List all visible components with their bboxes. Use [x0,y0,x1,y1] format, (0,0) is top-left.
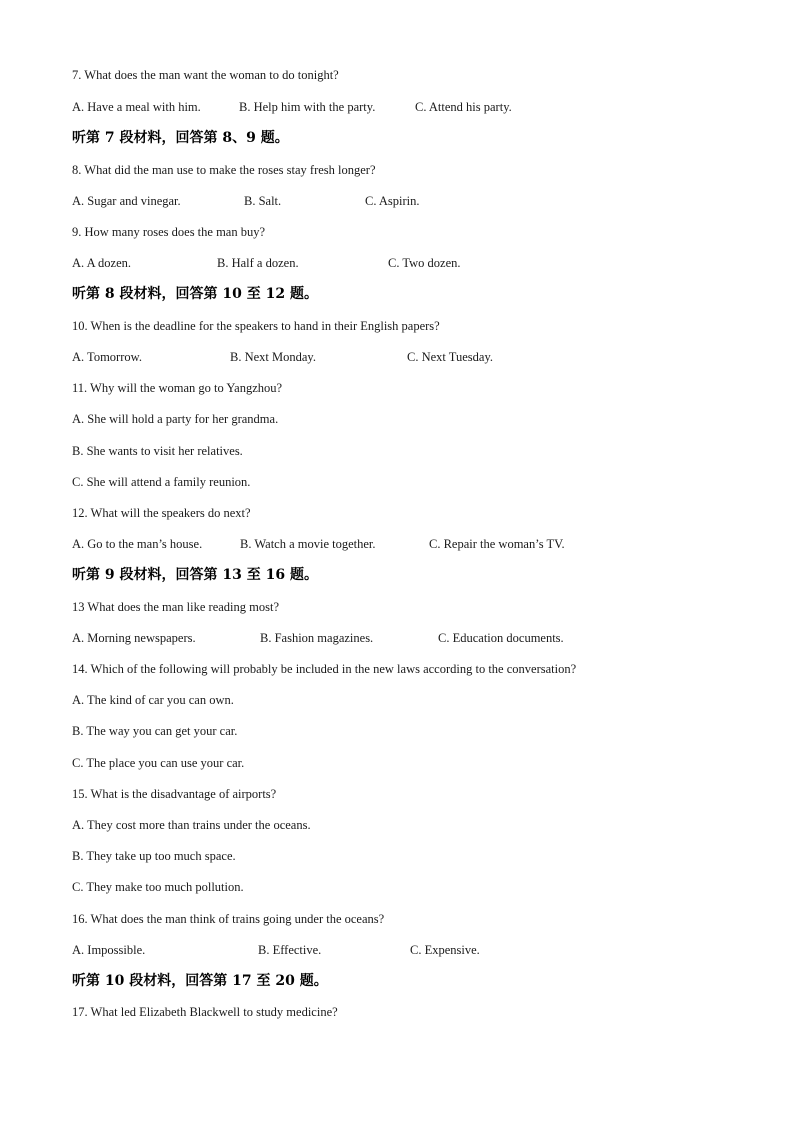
question-16: 16. What does the man think of trains going under the oceans? [72,912,385,926]
q9-option-b: B. Half a dozen. [217,256,299,270]
q16-option-b: B. Effective. [258,943,322,957]
question-17: 17. What led Elizabeth Blackwell to study medicine? [72,1005,338,1019]
question-10: 10. When is the deadline for the speakers to hand in their English papers? [72,319,440,333]
q12-option-c: C. Repair the woman’s TV. [429,537,565,551]
q8-option-c: C. Aspirin. [365,194,420,208]
question-7: 7. What does the man want the woman to do tonight? [72,68,339,82]
question-15: 15. What is the disadvantage of airports? [72,787,277,801]
q14-option-b: B. The way you can get your car. [72,724,238,738]
q13-option-c: C. Education documents. [438,631,564,645]
question-13: 13 What does the man like reading most? [72,600,280,614]
question-8: 8. What did the man use to make the roses stay fresh longer? [72,163,376,177]
q12-option-a: A. Go to the man’s house. [72,537,203,551]
q15-option-c: C. They make too much pollution. [72,880,244,894]
q15-option-b: B. They take up too much space. [72,849,236,863]
section-heading-9: 听第 9 段材料，回答第 13 至 16 题。 [72,567,318,583]
q16-option-c: C. Expensive. [410,943,480,957]
q8-option-b: B. Salt. [244,194,282,208]
q9-option-c: C. Two dozen. [388,256,461,270]
q15-option-a: A. They cost more than trains under the oceans. [72,818,311,832]
q10-option-b: B. Next Monday. [230,350,316,364]
question-11: 11. Why will the woman go to Yangzhou? [72,381,283,395]
section-heading-8: 听第 8 段材料，回答第 10 至 12 题。 [72,286,318,302]
q14-option-c: C. The place you can use your car. [72,756,245,770]
q11-option-b: B. She wants to visit her relatives. [72,444,243,458]
q16-option-a: A. Impossible. [72,943,146,957]
q14-option-a: A. The kind of car you can own. [72,693,234,707]
q10-option-a: A. Tomorrow. [72,350,142,364]
q11-option-a: A. She will hold a party for her grandma. [72,412,279,426]
q9-option-a: A. A dozen. [72,256,132,270]
q7-option-c: C. Attend his party. [415,100,512,114]
q13-option-a: A. Morning newspapers. [72,631,196,645]
section-heading-7: 听第 7 段材料，回答第 8、9 题。 [72,130,289,146]
question-9: 9. How many roses does the man buy? [72,225,266,239]
q10-option-c: C. Next Tuesday. [407,350,494,364]
q7-option-b: B. Help him with the party. [239,100,376,114]
q8-option-a: A. Sugar and vinegar. [72,194,181,208]
q13-option-b: B. Fashion magazines. [260,631,374,645]
q11-option-c: C. She will attend a family reunion. [72,475,251,489]
q7-option-a: A. Have a meal with him. [72,100,201,114]
section-heading-10: 听第 10 段材料，回答第 17 至 20 题。 [72,973,328,989]
q12-option-b: B. Watch a movie together. [240,537,376,551]
question-14: 14. Which of the following will probably be included in the new laws according to the conversation? [72,662,577,676]
question-12: 12. What will the speakers do next? [72,506,251,520]
